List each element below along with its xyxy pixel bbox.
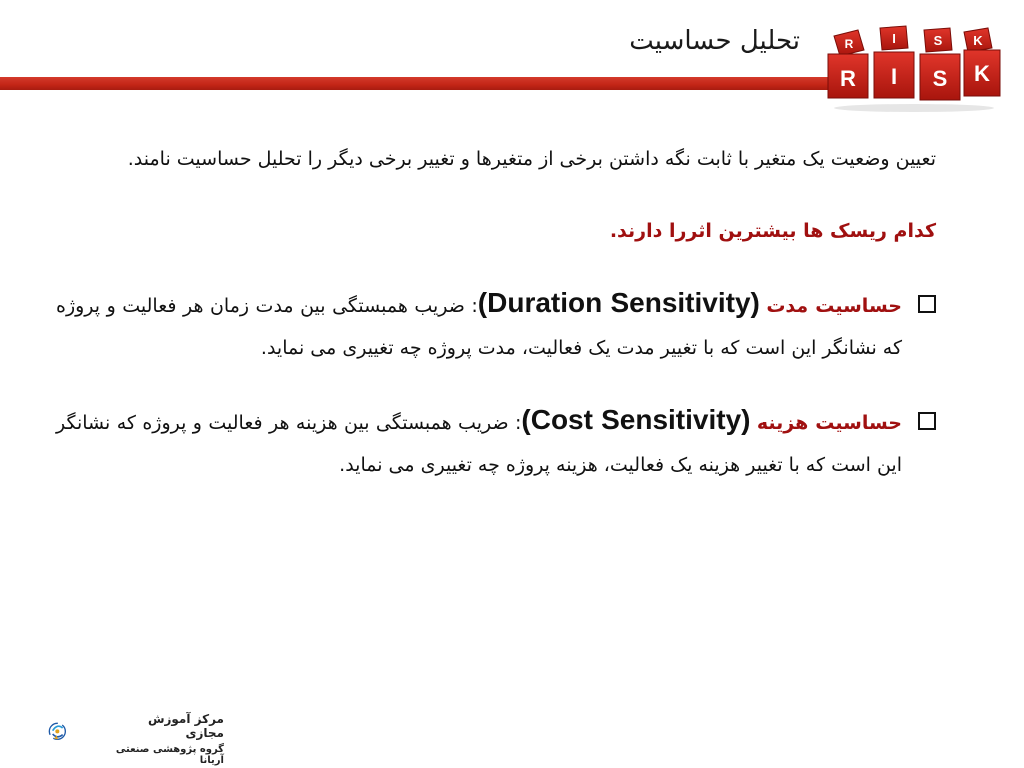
- logo-letter: R: [844, 37, 854, 51]
- logo-letter: R: [840, 66, 856, 91]
- slide-title: تحلیل حساسیت: [629, 26, 800, 56]
- term-definition: : ضریب همبستگی بین مدت زمان هر فعالیت و پروژه که نشانگر این است که با تغییر مدت یک فعالیت، مدت پروژه چه تغییری می نماید.: [56, 295, 902, 359]
- term-en: (Cost Sensitivity): [521, 404, 751, 435]
- die-front-4: [964, 50, 1000, 96]
- footer-organization: [108, 712, 224, 766]
- ariana-logo-icon: [48, 700, 108, 762]
- logo-letter: I: [892, 31, 896, 46]
- footer-line2: گروه پژوهشی صنعتی آریانا: [115, 744, 224, 766]
- term-en: (Duration Sensitivity): [477, 287, 760, 318]
- logo-letter: S: [933, 33, 943, 48]
- die-back-1: [834, 30, 864, 56]
- slide-content: [56, 138, 936, 486]
- logo-letter: I: [890, 64, 898, 89]
- die-back-2: [880, 26, 908, 50]
- logo-letter: K: [974, 61, 990, 86]
- logo-letter: S: [932, 66, 948, 91]
- die-front-2: [874, 52, 914, 98]
- risk-dice-logo: [824, 24, 1004, 114]
- bullet-cost-sensitivity: [56, 399, 936, 486]
- die-front-3: [920, 54, 960, 100]
- checkbox-bullet-icon: [918, 412, 936, 430]
- term-fa: حساسیت مدت: [766, 295, 902, 317]
- term-definition: : ضریب همبستگی بین هزینه هر فعالیت و پروژه که نشانگر این است که با تغییر هزینه یک فعالیت، هزینه پروژه چه تغییری می نماید.: [56, 412, 902, 476]
- footer-line1: مرکز آموزش مجازی: [147, 712, 224, 740]
- logo-letter: K: [973, 33, 983, 48]
- checkbox-bullet-icon: [918, 295, 936, 313]
- term-fa: حساسیت هزینه: [756, 412, 902, 434]
- header-red-bar: [0, 77, 835, 90]
- die-back-4: [964, 28, 992, 52]
- die-front-1: [828, 54, 868, 98]
- die-back-3: [924, 28, 952, 52]
- bullet-duration-sensitivity: [56, 282, 936, 369]
- question-heading: کدام ریسک ها بیشترین اثررا دارند.: [609, 220, 936, 242]
- intro-paragraph: تعیین وضعیت یک متغیر با ثابت نگه داشتن برخی از متغیرها و تغییر برخی دیگر را تحلیل حساسیت نامند.: [127, 148, 936, 170]
